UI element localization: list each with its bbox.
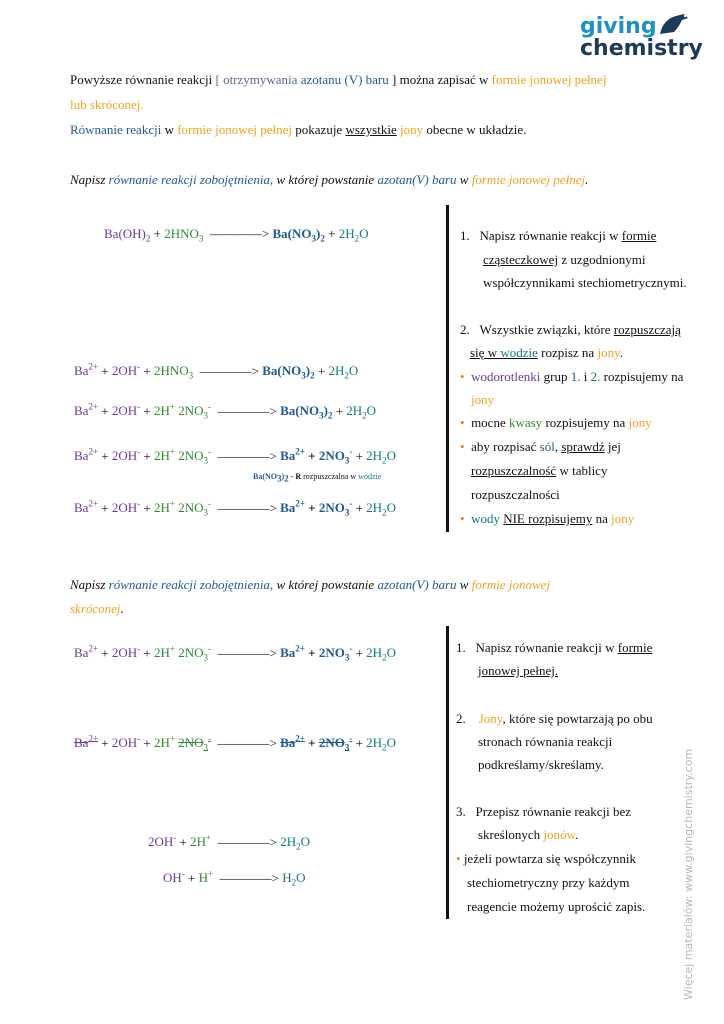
flask-bird-icon: [654, 10, 694, 40]
intro-line-2: lub skróconej.: [70, 97, 144, 112]
bullet-acids: • mocne kwasy rozpisujemy na jony: [460, 415, 652, 430]
bullet-coefficient-line-2: stechiometryczny przy każdym: [467, 875, 630, 890]
bullet-water: • wody NIE rozpisujemy na jony: [460, 511, 635, 526]
bullet-coefficient-line-3: reagencie możemy uprościć zapis.: [467, 899, 646, 914]
steps2-item-3: 3. Przepisz równanie reakcji bez: [456, 804, 632, 819]
equation-step-4: $Ba^{2+} + 2OH^- + 2H^+$ $2NO_3^-$ ————> $Ba^{2+} + 2NO_3^- + 2H_2O$: [74, 499, 396, 518]
bullet-salt: • aby rozpisać sól, sprawdź jej: [460, 439, 621, 454]
task-2-heading-line-2: skróconej.: [70, 601, 124, 616]
divider-1: [446, 205, 449, 532]
equation-step-1: $Ba^{2+} + 2OH^- + 2HNO_3$ ————> $Ba(NO_3)_2 + 2H_2O$: [74, 362, 359, 381]
steps1-item-1-line-2: cząsteczkowej z uzgodnionymi: [483, 252, 646, 267]
steps2-item-3-line-2: skreślonych jonów.: [478, 827, 579, 842]
steps1-item-2: 2. Wszystkie związki, które rozpuszczają: [460, 322, 681, 337]
steps1-item-1: 1. Napisz równanie reakcji w formie: [460, 228, 657, 243]
bullet-salt-line-2: rozpuszczalność w tablicy: [471, 463, 608, 478]
bullet-coefficient: • jeżeli powtarza się współczynnik: [456, 851, 636, 866]
equation-step-2: $Ba^{2+} + 2OH^- + 2H^+$ $2NO_3^-$ ————> $Ba(NO_3)_2 + 2H_2O$: [74, 402, 377, 421]
intro-line-1: Powyższe równanie reakcji [ otrzymywania azotanu (V) baru ] można zapisać w formie jonowej pełnej: [70, 72, 607, 87]
equation-short-1: 2OH- + 2H+ ————> $2H_2O$: [148, 833, 310, 852]
bullet-hydroxides-line-2: jony: [471, 392, 495, 407]
watermark: Więcej materiałów: www.givingchemistry.com: [682, 748, 695, 1000]
equation-molecular: $Ba(OH)_2 + 2HNO_3$ ————> $Ba(NO_3)_2 + 2H_2O$: [104, 226, 369, 244]
bullet-salt-line-3: rozpuszczalności: [471, 487, 560, 502]
steps2-item-1: 1. Napisz równanie reakcji w formie: [456, 640, 653, 655]
task-1-heading: Napisz równanie reakcji zobojętnienia, w której powstanie azotan(V) baru w formie jonowej pełnej.: [70, 172, 589, 187]
task-2-heading: Napisz równanie reakcji zobojętnienia, w której powstanie azotan(V) baru w formie jonowej: [70, 577, 551, 592]
equation-step-3: $Ba^{2+} + 2OH^- + 2H^+$ $2NO_3^-$ ————> $Ba^{2+} + 2NO_3^- + 2H_2O$: [74, 447, 396, 466]
bullet-hydroxides: • wodorotlenki grup 1. i 2. rozpisujemy na: [460, 369, 684, 384]
equation-ionic-full: $Ba^{2+} + 2OH^- + 2H^+$ $2NO_3^-$ ————> $Ba^{2+} + 2NO_3^- + 2H_2O$: [74, 644, 396, 663]
equation-ionic-struck: $Ba^{2+} + 2OH^- + 2H^+$ $2NO_3^-$ ————> $Ba^{2+} + 2NO_3^- + 2H_2O$: [74, 734, 396, 753]
logo-chemistry-text: chemistry: [580, 36, 703, 61]
solubility-note: $Ba(NO_3)_2$ - R rozpuszczalna w wodzie: [253, 472, 382, 484]
steps1-item-1-line-3: współczynnikami stechiometrycznymi.: [483, 275, 687, 290]
steps1-item-2-line-2: się w wodzie rozpisz na jony.: [470, 345, 623, 360]
divider-2: [446, 626, 449, 919]
steps2-item-2-line-3: podkreślamy/skreślamy.: [478, 757, 604, 772]
intro-line-3: Równanie reakcji w formie jonowej pełnej pokazuje wszystkie jony obecne w układzie.: [70, 122, 527, 137]
steps2-item-1-line-2: jonowej pełnej.: [478, 663, 559, 678]
logo-giving-text: giving: [580, 14, 657, 39]
steps2-item-2: 2. Jony, które się powtarzają po obu: [456, 711, 653, 726]
steps2-item-2-line-2: stronach równania reakcji: [478, 734, 613, 749]
equation-short-2: OH- + H+ ————> $H_2O$: [163, 869, 306, 888]
